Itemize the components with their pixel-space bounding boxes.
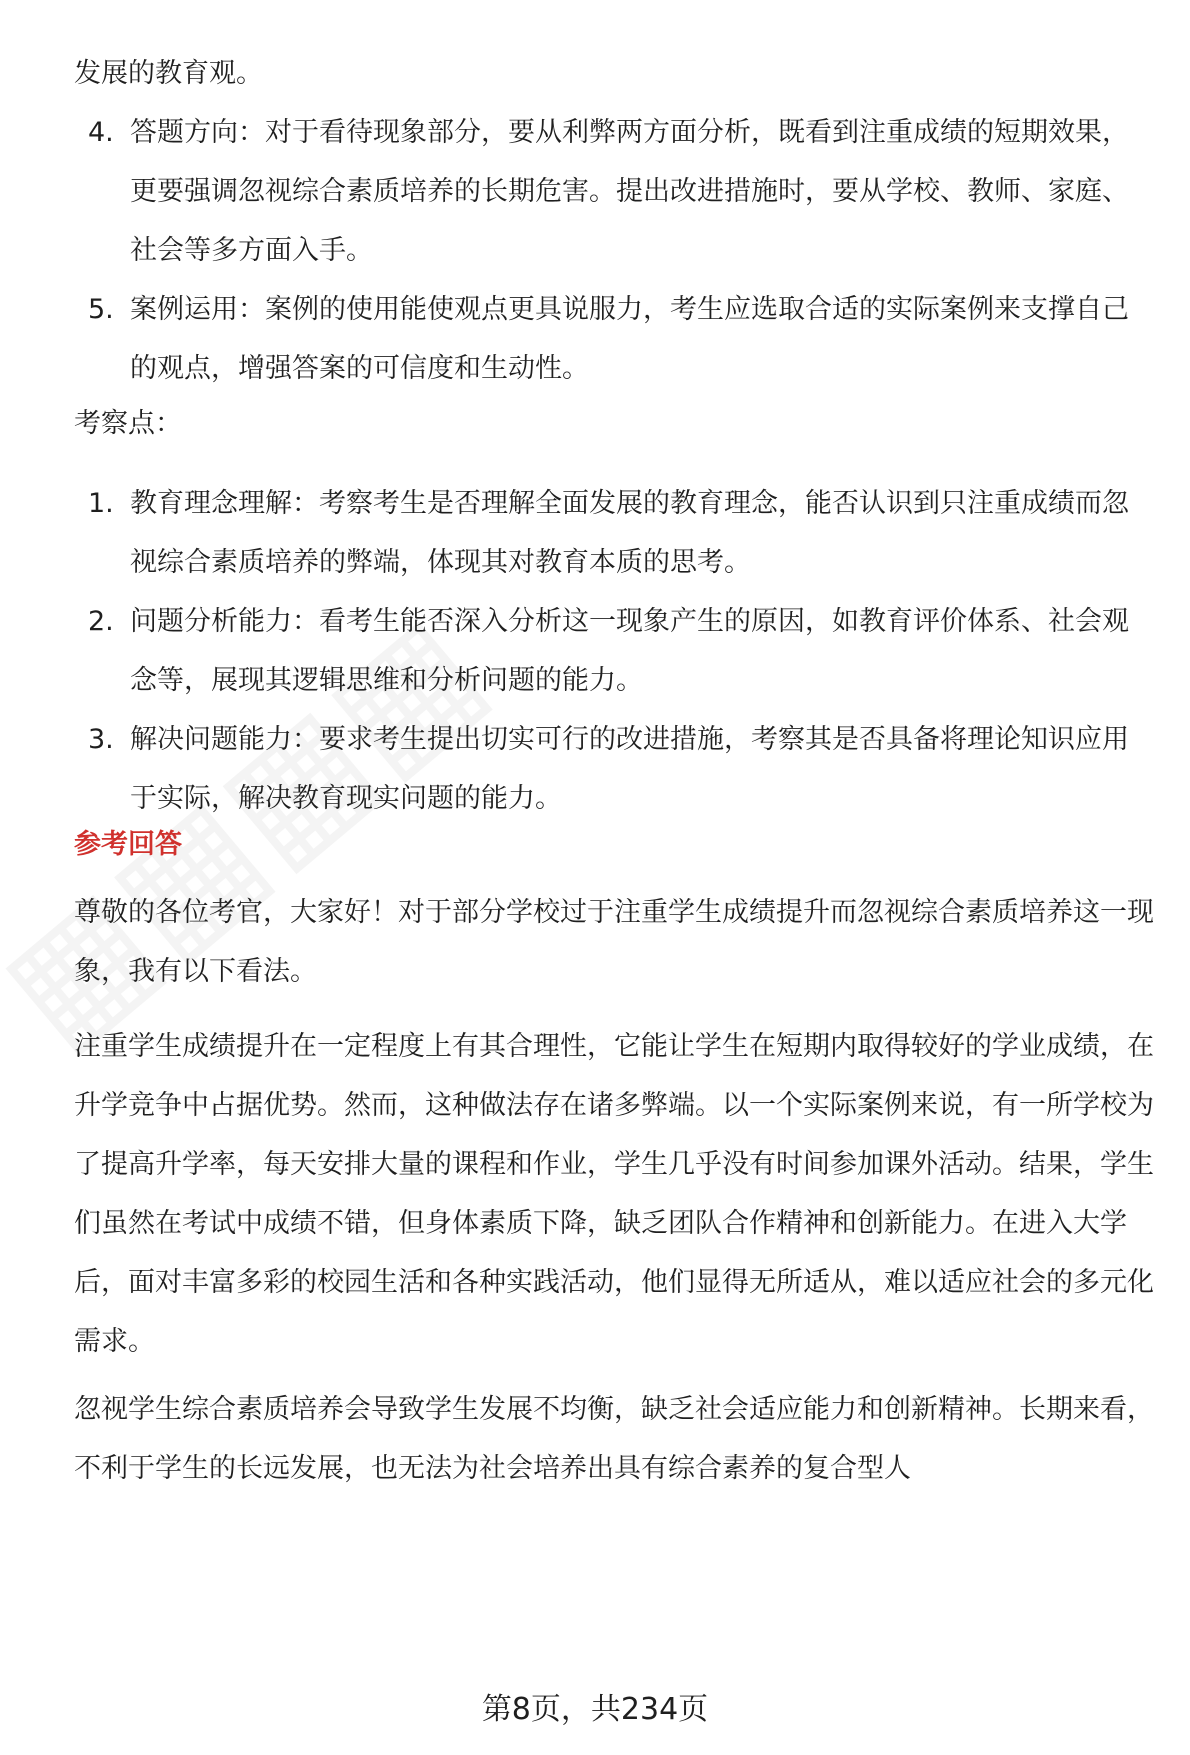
list-item (0, 280, 1190, 398)
list-item (0, 592, 1190, 710)
list-item-text: 答题方向：对于看待现象部分，要从利弊两方面分析，既看到注重成绩的短期效果，更要强调忽视综合素质培养的长期危害。提出改进措施时，要从学校、教师、家庭、社会等多方面入手。 (130, 117, 1129, 266)
answer-heading: 参考回答 (74, 829, 182, 860)
list-number: 5. (88, 294, 114, 325)
list-item-text: 问题分析能力：看考生能否深入分析这一现象产生的原因，如教育评价体系、社会观念等，展现其逻辑思维和分析问题的能力。 (130, 606, 1129, 696)
paragraph: 注重学生成绩提升在一定程度上有其合理性，它能让学生在短期内取得较好的学业成绩，在升学竞争中占据优势。然而，这种做法存在诸多弊端。以一个实际案例来说，有一所学校为了提高升学率，每天安排大量的课程和作业，学生几乎没有时间参加课外活动。结果，学生们虽然在考试中成绩不错，但身体素质下降，缺乏团队合作精神和创新能力。在进入大学后，面对丰富多彩的校园生活和各种实践活动，他们显得无所适从，难以适应社会的多元化需求。 (74, 1031, 1154, 1357)
paragraph: 尊敬的各位考官，大家好！对于部分学校过于注重学生成绩提升而忽视综合素质培养这一现象，我有以下看法。 (74, 897, 1154, 987)
list-item-text: 解决问题能力：要求考生提出切实可行的改进措施，考察其是否具备将理论知识应用于实际，解决教育现实问题的能力。 (130, 724, 1129, 814)
list-number: 4. (88, 117, 114, 148)
list-item-text: 教育理念理解：考察考生是否理解全面发展的教育理念，能否认识到只注重成绩而忽视综合素质培养的弊端，体现其对教育本质的思考。 (130, 488, 1129, 578)
list-number: 2. (88, 606, 114, 637)
list-item (0, 474, 1190, 592)
list-item-text: 案例运用：案例的使用能使观点更具说服力，考生应选取合适的实际案例来支撑自己的观点，增强答案的可信度和生动性。 (130, 294, 1129, 384)
continuation-text: 发展的教育观。 (74, 58, 263, 89)
list-item (0, 710, 1190, 828)
list-item (0, 103, 1190, 280)
answer-tips-list (0, 103, 1190, 398)
list-number: 3. (88, 724, 114, 755)
section-label: 考察点： (74, 408, 182, 439)
paragraph: 忽视学生综合素质培养会导致学生发展不均衡，缺乏社会适应能力和创新精神。长期来看，不利于学生的长远发展，也无法为社会培养出具有综合素养的复合型人 (74, 1394, 1154, 1484)
list-number: 1. (88, 488, 114, 519)
page-footer: 第8页，共234页 (481, 1692, 709, 1727)
assessment-points-list (0, 474, 1190, 828)
